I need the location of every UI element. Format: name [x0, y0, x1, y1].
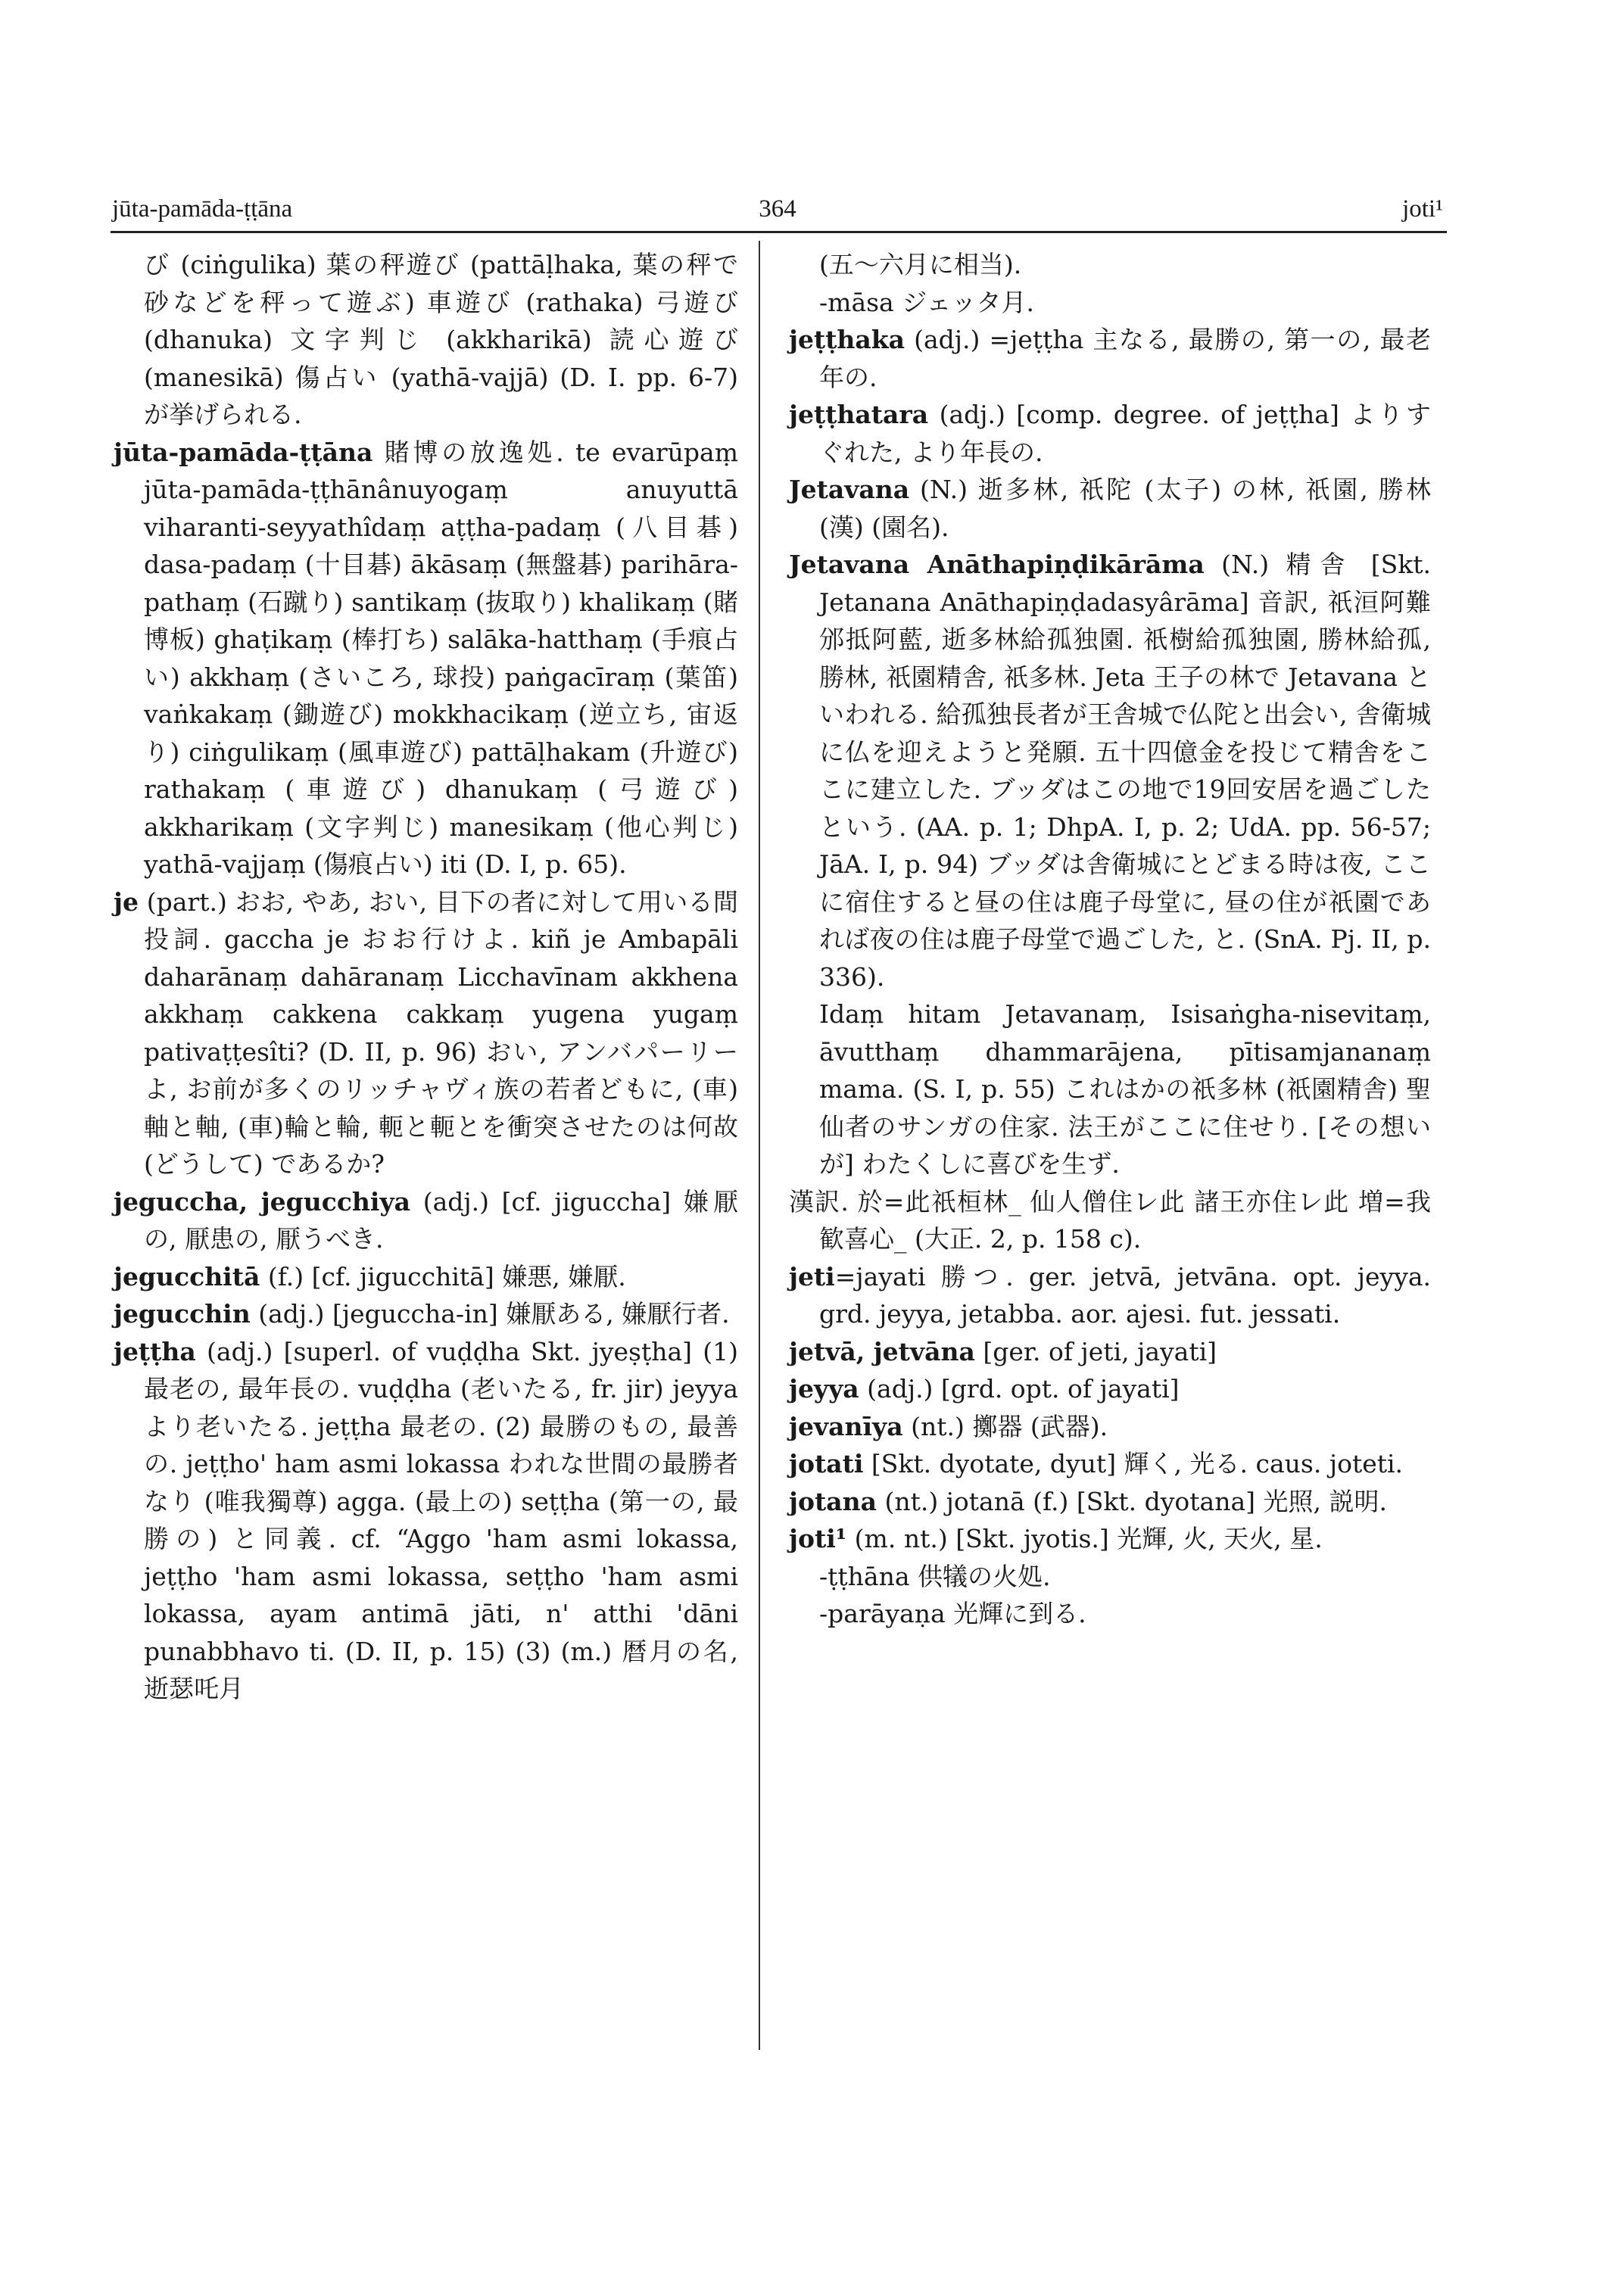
entry-continuation: び (ciṅgulika) 葉の秤遊び (pattāḷhaka, 葉の秤で砂などを秤って遊ぶ) 車遊び (rathaka) 弓遊び (dhanuka) 文字判じ (akkharikā) 読心遊び (manesikā) 傷占い (yathā-vajjā) (D. I. pp. 6-7) が挙げられる. [144, 250, 738, 429]
dictionary-entry: jeyya (adj.) [grd. opt. of jayati] [789, 1374, 1180, 1404]
dictionary-entry: joti¹ (m. nt.) [Skt. jyotis.] 光輝, 火, 天火, 星. [789, 1524, 1323, 1553]
subentry: -parāyaṇa 光輝に到る. [819, 1599, 1086, 1628]
subentry: -ṭṭhāna 供犠の火処. [819, 1561, 1051, 1591]
dictionary-entry: jevanīya (nt.) 擲器 (武器). [789, 1411, 1108, 1441]
headword: jeṭṭhatara [789, 400, 929, 429]
headword: jotati [789, 1449, 864, 1478]
left-column [114, 246, 738, 1708]
dictionary-entry: jotati [Skt. dyotate, dyut] 輝く, 光る. caus. joteti. [789, 1449, 1404, 1478]
dictionary-entry: jeguccha, jegucchiya (adj.) [cf. jiguccha] 嫌厭の, 厭患の, 厭うべき. [114, 1186, 738, 1254]
entry-continuation: (五～六月に相当). [819, 250, 1022, 279]
dictionary-entry: jūta-pamāda-ṭṭāna 賭博の放逸処. te evarūpaṃ jūta-pamāda-ṭṭhānânuyogaṃ anuyuttā viharanti-seyyathîdaṃ aṭṭha-padaṃ (八目碁) dasa-padaṃ (十目碁) ākāsaṃ (無盤碁) parihāra-pathaṃ (石蹴り) santikaṃ (抜取り) khalikaṃ (賭博板) ghaṭikaṃ (棒打ち) salāka-hatthaṃ (手痕占い) akkhaṃ (さいころ, 球投) paṅgacīraṃ (葉笛) vaṅkakaṃ (鋤遊び) mokkhacikaṃ (逆立ち, 宙返り) ciṅgulikaṃ (風車遊び) pattāḷhakam (升遊び) rathakaṃ (車遊び) dhanukaṃ (弓遊び) akkharikaṃ (文字判じ) manesikaṃ (他心判じ) yathā-vajjaṃ (傷痕占い) iti (D. I, p. 65). [114, 437, 738, 879]
column-divider [759, 241, 760, 2050]
dictionary-entry: jetvā, jetvāna [ger. of jeti, jayati] [789, 1336, 1217, 1366]
headword: jeti [789, 1261, 835, 1291]
headword: jeṭṭha [114, 1336, 196, 1366]
dictionary-entry: je (part.) おお, やあ, おい, 目下の者に対して用いる間投詞. gaccha je おお行けよ. kiñ je Ambapāli daharānaṃ dahāranaṃ Licchavīnam akkhena akkhaṃ cakkena cakkaṃ yugena yugaṃ pativaṭṭesîti? (D. II, p. 96) おい, アンバパーリーよ, お前が多くのリッチャヴィ族の若者どもに, (車)軸と軸, (車)輪と輪, 軛と軛とを衝突させたのは何故 (どうして) であるか? [114, 886, 738, 1179]
subentry: -māsa ジェッタ月. [819, 287, 1035, 317]
headword: jeyya [789, 1374, 859, 1404]
headword: jevanīya [789, 1411, 903, 1441]
headword: jegucchitā [114, 1261, 260, 1291]
citation-block: Idaṃ hitam Jetavanaṃ, Isisaṅgha-nisevitaṃ, āvutthaṃ dhammarājena, pītisamjananaṃ mama. (S. I, p. 55) これはかの祇多林 (祇園精舎) 聖仙者のサンガの住家. 法王がここに住せり. [その想いが] わたくしに喜びを生ず. [819, 999, 1431, 1179]
headword: je [114, 886, 139, 917]
header-first-entry: jūta-pamāda-ṭṭāna [112, 195, 293, 223]
headword: jeguccha, jegucchiya [114, 1186, 411, 1217]
header-last-entry: joti¹ [1402, 195, 1443, 223]
running-header [112, 195, 1443, 233]
dictionary-entry: jotana (nt.) jotanā (f.) [Skt. dyotana] 光照, 説明. [789, 1486, 1387, 1516]
headword: Jetavana [789, 475, 910, 504]
headword: Jetavana Anāthapiṇḍikārāma [789, 550, 1205, 579]
dictionary-entry: jegucchitā (f.) [cf. jigucchitā] 嫌悪, 嫌厭. [114, 1261, 626, 1291]
dictionary-entry: jeṭṭhaka (adj.) =jeṭṭha 主なる, 最勝の, 第一の, 最老年の. [789, 325, 1431, 392]
dictionary-entry: jeṭṭhatara (adj.) [comp. degree. of jeṭṭha] よりすぐれた, より年長の. [789, 400, 1431, 467]
headword: jūta-pamāda-ṭṭāna [114, 437, 373, 467]
dictionary-entry: Jetavana (N.) 逝多林, 祇陀 (太子) の林, 祇園, 勝林 (漢) (園名). [789, 475, 1431, 542]
dictionary-entry: jeti=jayati 勝つ. ger. jetvā, jetvāna. opt. jeyya. grd. jeyya, jetabba. aor. ajesi. fut. jessati. [789, 1261, 1431, 1329]
dictionary-entry: jeṭṭha (adj.) [superl. of vuḍḍha Skt. jyeṣṭha] (1) 最老の, 最年長の. vuḍḍha (老いたる, fr. jir) jeyya より老いたる. jeṭṭha 最老の. (2) 最勝のもの, 最善の. jeṭṭho' ham asmi lokassa われな世間の最勝者なり (唯我獨尊) agga. (最上の) seṭṭha (第一の, 最勝の) と同義. cf. “Aggo 'ham asmi lokassa, jeṭṭho 'ham asmi lokassa, seṭṭho 'ham asmi lokassa, ayam antimā jāti, n' atthi 'dāni punabbhavo ti. (D. II, p. 15) (3) (m.) 暦月の名, 逝瑟吒月 [114, 1336, 738, 1703]
kanbun-translation: 漢訳. 於=此祇桓林_ 仙人僧住レ此 諸王亦住レ此 増=我歓喜心_ (大正. 2, p. 158 c). [789, 1186, 1431, 1254]
right-column [789, 246, 1431, 1633]
headword: jeṭṭhaka [789, 325, 906, 354]
page-number: 364 [759, 195, 796, 223]
headword: jegucchin [114, 1299, 251, 1329]
dictionary-entry: Jetavana Anāthapiṇḍikārāma (N.) 精舎 [Skt. Jetanana Anāthapiṇḍadasyârāma] 音訳, 祇洹阿難邠抵阿藍, 逝多林給孤独園. 祇樹給孤独園, 勝林給孤, 勝林, 祇園精舎, 祇多林. Jeta 王子の林で Jetavana といわれる. 給孤独長者が王舎城で仏陀と出会い, 舎衛城に仏を迎えようと発願. 五十四億金を投じて精舎をここに建立した. ブッダはこの地で19回安居を過ごしたという. (AA. p. 1; DhpA. I, p. 2; UdA. pp. 56-57; JāA. I, p. 94) ブッダは舎衛城にとどまる時は夜, ここに宿住すると昼の住は鹿子母堂に, 昼の住が祇園であれば夜の住は鹿子母堂で過ごした, と. (SnA. Pj. II, p. 336). [789, 550, 1431, 992]
headword: jetvā, jetvāna [789, 1336, 975, 1366]
headword: joti¹ [789, 1524, 847, 1553]
header-rule [111, 231, 1447, 233]
headword: jotana [789, 1486, 877, 1516]
dictionary-entry: jegucchin (adj.) [jeguccha-in] 嫌厭ある, 嫌厭行者. [114, 1299, 730, 1329]
